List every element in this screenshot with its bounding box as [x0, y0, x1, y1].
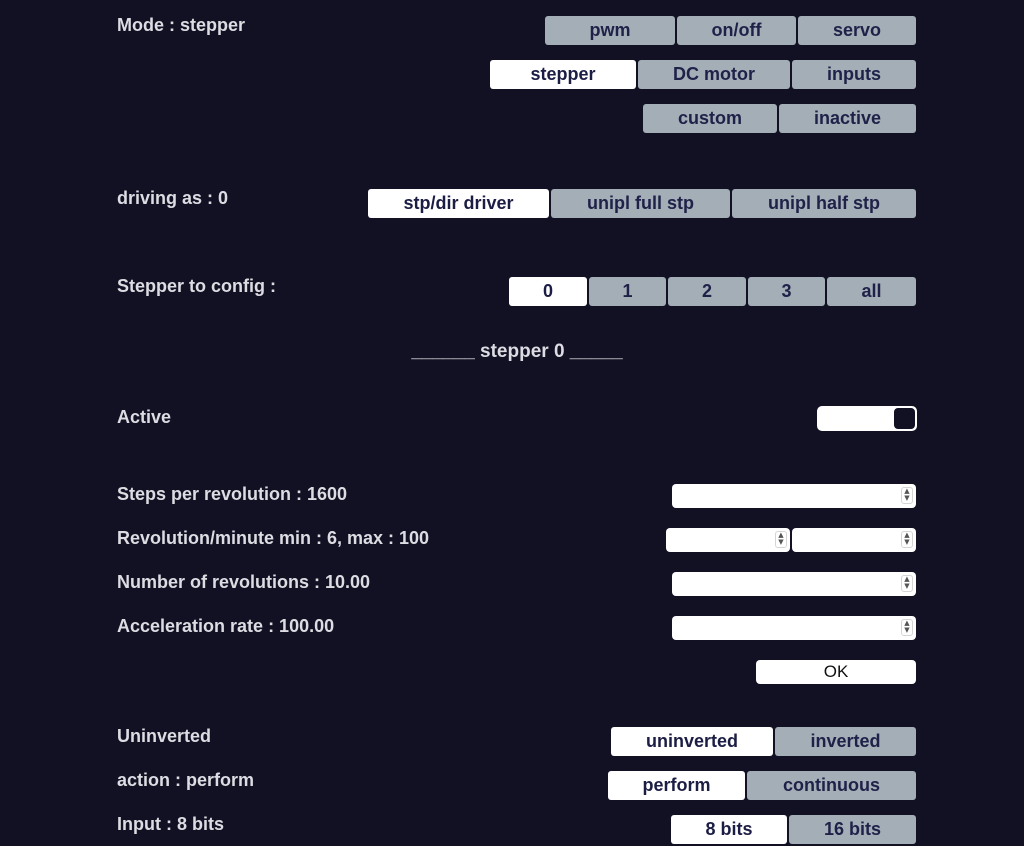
section-heading: ______ stepper 0 _____	[411, 341, 623, 362]
driving-label: driving as : 0	[117, 188, 229, 208]
input-8bits-button[interactable]: 8 bits	[671, 815, 787, 844]
mode-stepper-button[interactable]: stepper	[490, 60, 636, 89]
driver-stp-dir-button[interactable]: stp/dir driver	[368, 189, 549, 218]
mode-dc-motor-button[interactable]: DC motor	[638, 60, 790, 89]
rpm-label: Revolution/minute min : 6, max : 100	[117, 528, 430, 548]
mode-servo-button[interactable]: servo	[798, 16, 916, 45]
driver-unipolar-full-button[interactable]: unipl full stp	[551, 189, 730, 218]
num-revolutions-label: Number of revolutions : 10.00	[117, 572, 371, 592]
mode-onoff-button[interactable]: on/off	[677, 16, 796, 45]
ok-button[interactable]: OK	[756, 660, 916, 684]
toggle-knob	[893, 407, 916, 430]
stepper-1-button[interactable]: 1	[589, 277, 666, 306]
mode-inactive-button[interactable]: inactive	[779, 104, 916, 133]
steps-per-rev-input[interactable]	[672, 484, 916, 508]
stepper-select-label: Stepper to config :	[117, 276, 276, 296]
input-label: Input : 8 bits	[117, 814, 224, 834]
acceleration-input[interactable]	[672, 616, 916, 640]
stepper-3-button[interactable]: 3	[748, 277, 825, 306]
active-toggle[interactable]	[817, 406, 917, 431]
inverted-button[interactable]: inverted	[775, 727, 916, 756]
input-16bits-button[interactable]: 16 bits	[789, 815, 916, 844]
mode-pwm-button[interactable]: pwm	[545, 16, 675, 45]
spinner-icon[interactable]: ▲ ▼	[901, 619, 913, 636]
mode-inputs-button[interactable]: inputs	[792, 60, 916, 89]
stepper-0-button[interactable]: 0	[509, 277, 587, 306]
spinner-icon[interactable]: ▲ ▼	[775, 531, 787, 548]
spinner-icon[interactable]: ▲ ▼	[901, 531, 913, 548]
mode-custom-button[interactable]: custom	[643, 104, 777, 133]
driver-unipolar-half-button[interactable]: unipl half stp	[732, 189, 916, 218]
inversion-label: Uninverted	[117, 726, 212, 746]
perform-button[interactable]: perform	[608, 771, 745, 800]
active-label: Active	[117, 407, 172, 427]
rpm-max-input[interactable]	[792, 528, 916, 552]
acceleration-label: Acceleration rate : 100.00	[117, 616, 335, 636]
continuous-button[interactable]: continuous	[747, 771, 916, 800]
mode-label: Mode : stepper	[117, 15, 246, 35]
rpm-min-input[interactable]	[666, 528, 790, 552]
num-revolutions-input[interactable]	[672, 572, 916, 596]
stepper-all-button[interactable]: all	[827, 277, 916, 306]
stepper-2-button[interactable]: 2	[668, 277, 746, 306]
uninverted-button[interactable]: uninverted	[611, 727, 773, 756]
action-label: action : perform	[117, 770, 255, 790]
spinner-icon[interactable]: ▲ ▼	[901, 487, 913, 504]
steps-per-rev-label: Steps per revolution : 1600	[117, 484, 348, 504]
spinner-icon[interactable]: ▲ ▼	[901, 575, 913, 592]
